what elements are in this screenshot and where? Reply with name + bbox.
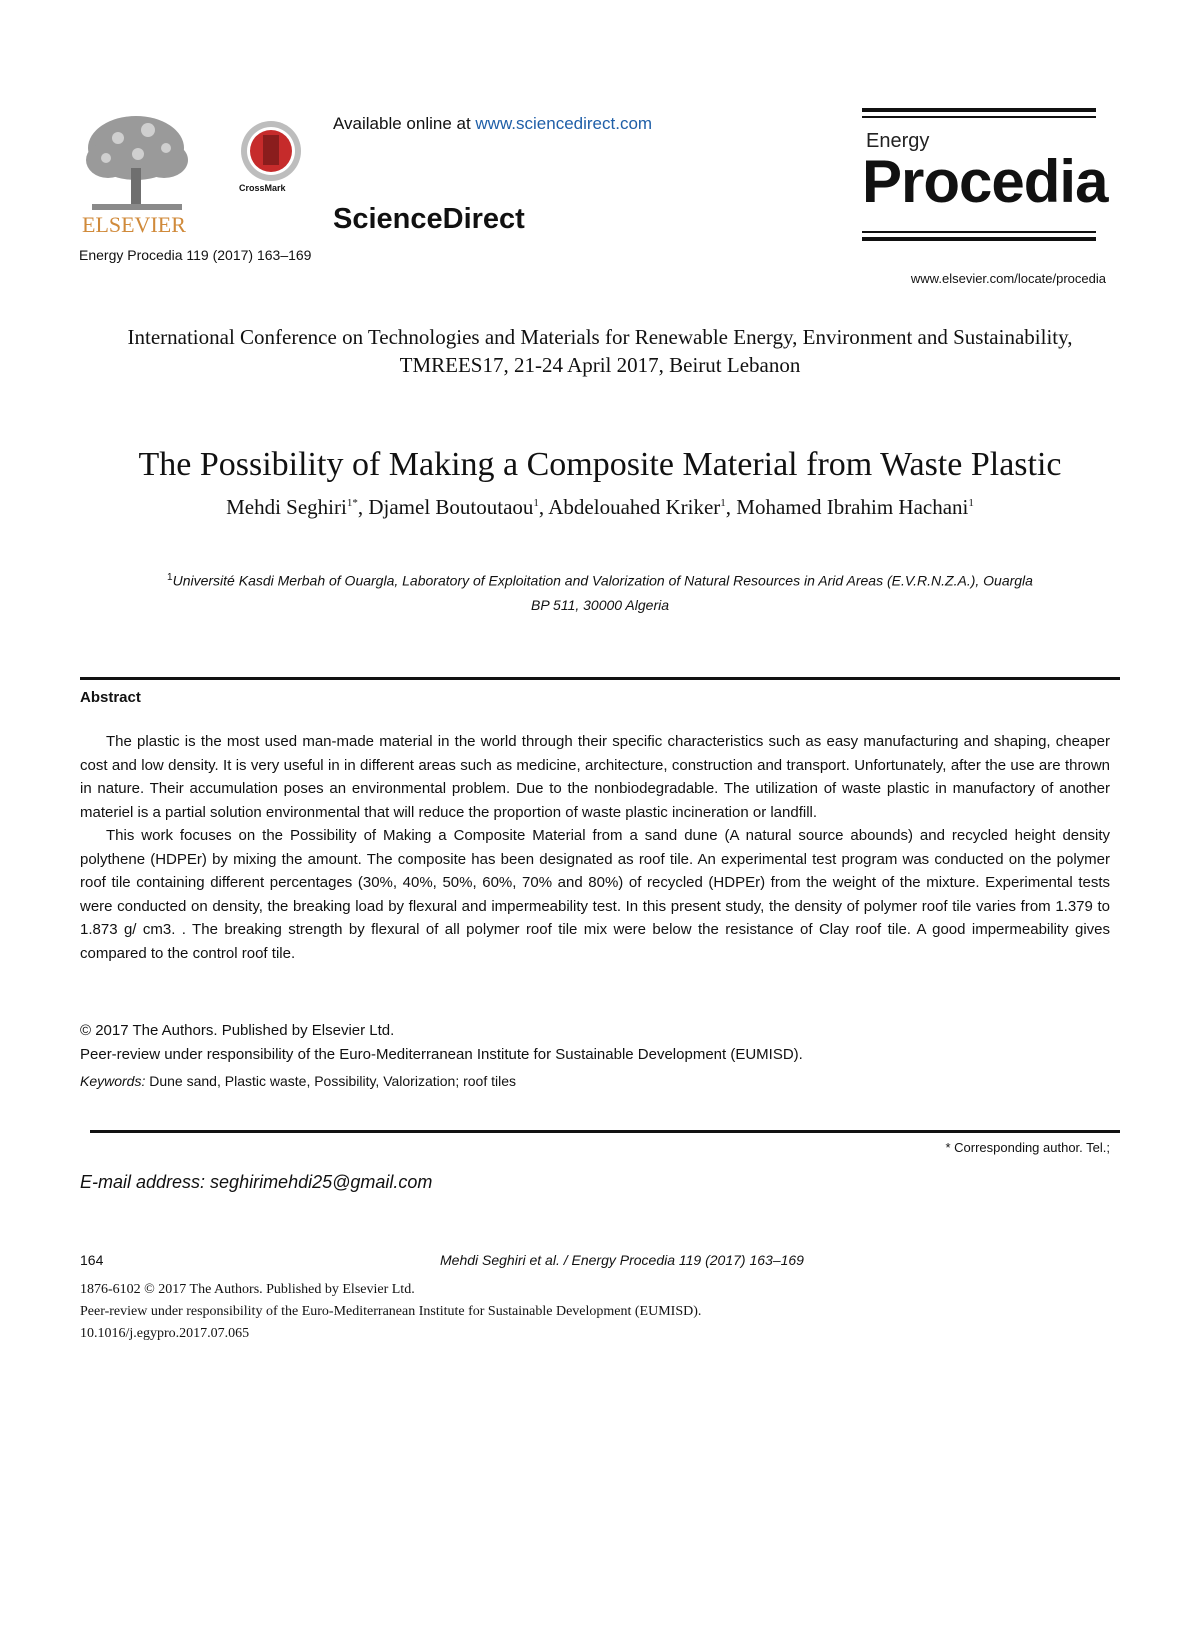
author-name: Mohamed Ibrahim Hachani <box>736 495 969 519</box>
affiliation-mark: 1 <box>167 572 173 583</box>
keywords-label: Keywords: <box>80 1073 146 1089</box>
keywords <box>80 1073 516 1089</box>
keywords-list: Dune sand, Plastic waste, Possibility, Valorization; roof tiles <box>145 1073 517 1089</box>
peer-review-line: Peer-review under responsibility of the Euro-Mediterranean Institute for Sustainable Development (EUMISD). <box>80 1046 803 1063</box>
available-online-prefix: Available online at <box>333 114 476 133</box>
abstract-paragraph-1: The plastic is the most used man-made material in the world through their specific characteristics such as easy manufacturing and shaping, cheaper cost and low density. It is very useful in in different areas such as medicine, architecture, construction and transport. Unfortunately, after the use are thrown in nature. Their accumulation poses an environmental problem. Due to the nonbiodegradable. The utilization of waste plastic in manufactory of another materiel is a partial solution environmental that will reduce the proportion of waste plastic incineration or landfill. <box>80 733 1110 821</box>
email-address[interactable]: E-mail address: seghirimehdi25@gmail.com <box>80 1172 433 1192</box>
journal-logo-energy: Energy <box>866 130 930 152</box>
running-head: Mehdi Seghiri et al. / Energy Procedia 119 (2017) 163–169 <box>440 1252 804 1268</box>
affiliation <box>80 566 1120 617</box>
copyright-line: © 2017 The Authors. Published by Elsevier Ltd. <box>80 1022 395 1039</box>
paper-title: The Possibility of Making a Composite Material from Waste Plastic <box>138 446 1062 483</box>
journal-url[interactable]: www.elsevier.com/locate/procedia <box>910 271 1106 286</box>
author-name: Mehdi Seghiri <box>226 495 347 519</box>
journal-reference: Energy Procedia 119 (2017) 163–169 <box>79 247 312 263</box>
author-mark: 1 <box>968 497 974 509</box>
abstract-body <box>80 730 1110 965</box>
doi[interactable]: 10.1016/j.egypro.2017.07.065 <box>80 1326 250 1341</box>
abstract-paragraph-2: This work focuses on the Possibility of Making a Composite Material from a sand dune (A natural source abounds) and recycled height density polythene (HDPEr) by mixing the amount. The composite has been designated as roof tile. An experimental test program was conducted on the polymer roof tile containing different percentages (30%, 40%, 50%, 60%, 70% and 80%) of recycled (HDPEr) from the weight of the mixture. Experimental tests were conducted on density, the breaking load by flexural and impermeability test. In this present study, the density of polymer roof tile varies from 1.379 to 1.873 g/ cm3. . The breaking strength by flexural of all polymer roof tile mix were below the resistance of Clay roof tile. A good impermeability gives compared to the control roof tile. <box>80 827 1110 962</box>
platform-name: ScienceDirect <box>333 203 525 235</box>
available-online <box>333 114 652 134</box>
divider-top <box>80 677 1120 680</box>
elsevier-logo <box>78 108 196 238</box>
author-mark: 1 <box>720 497 726 509</box>
affiliation-line-2: BP 511, 30000 Algeria <box>530 596 670 613</box>
footer-peer-review: Peer-review under responsibility of the Euro-Mediterranean Institute for Sustainable Development (EUMISD). <box>80 1304 702 1319</box>
elsevier-wordmark: ELSEVIER <box>82 212 186 237</box>
issn-line: 1876-6102 © 2017 The Authors. Published by Elsevier Ltd. <box>80 1282 415 1297</box>
sciencedirect-link[interactable]: www.sciencedirect.com <box>475 114 653 133</box>
journal-logo-procedia: Procedia <box>862 148 1108 215</box>
author-name: Djamel Boutoutaou <box>368 495 534 519</box>
corresponding-author-note: * Corresponding author. Tel.; <box>945 1140 1110 1155</box>
divider-bottom <box>90 1130 1120 1133</box>
crossmark-badge[interactable] <box>237 117 313 197</box>
author-list: Mehdi Seghiri$^{1*}$, Djamel Boutoutaou$^1$, Abdelouahed Kriker$^1$, Mohamed Ibrahim Hachani$^1$ <box>226 495 974 519</box>
author-mark: 1* <box>346 497 358 509</box>
affiliation-line-1: Université Kasdi Merbah of Ouargla, Laboratory of Exploitation and Valorization of Natural Resources in Arid Areas (E.V.R.N.Z.A.), Ouargla <box>172 572 1033 589</box>
journal-logo <box>862 108 1108 243</box>
author-name: Abdelouahed Kriker <box>548 495 721 519</box>
crossmark-label: CrossMark <box>239 183 286 193</box>
page-number: 164 <box>80 1252 104 1268</box>
abstract-heading: Abstract <box>80 689 141 706</box>
author-mark: 1 <box>533 497 539 509</box>
conference-name: International Conference on Technologies and Materials for Renewable Energy, Environment and Sustainability, TMREES17, 21-24 April 2017, Beirut Lebanon <box>127 325 1073 377</box>
